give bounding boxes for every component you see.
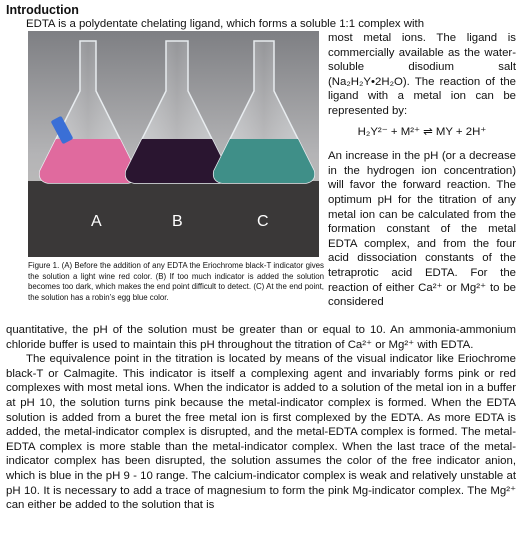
right-column [328,31,516,310]
para-before-equation: most metal ions. The ligand is commercially available as the water-soluble disodium salt (Na₂H₂Y•2H₂O). The reaction of the ligand with a metal ion can be represented by: [328,32,516,117]
para-continuation: quantitative, the pH of the solution must be greater than or equal to 10. An ammonia-ammonium chloride buffer is used to maintain this pH throughout the titration of Ca²⁺ or Mg²⁺ with EDTA. [6,324,516,351]
label-c: C [257,213,269,230]
label-b: B [172,213,183,230]
figure [28,31,324,303]
lower-body [6,323,516,513]
intro-first-line: EDTA is a polydentate chelating ligand, which forms a soluble 1:1 complex with [26,18,425,30]
para-equivalence-point: The equivalence point in the titration is located by means of the visual indicator like Eriochrome black-T or Calmagite. This indicator is itself a complexing agent and invariably forms pink or red complexes with most metal ions. When the indicator is added to a solution of the metal ion in a buffer at pH 10, the solution turns pink because the metal-indicator complex is formed. When the EDTA solution is added from a buret the free metal ion is first complexed by the EDTA. As more EDTA is added, the metal-indicator complex is disrupted, and the metal-EDTA complex is formed. The metal-EDTA complex is more stable than the metal-indicator complex. When the last trace of the metal-indicator complex has been disrupted, the solution assumes the color of the free indicator anion, which is blue in the pH 9 - 10 range. The calcium-indicator complex is weak and relatively unstable at pH 10. It is necessary to add a trace of magnesium to form the pink Mg-indicator complex. The Mg²⁺ can either be added to the solution that is [6,353,516,512]
para-after-equation: An increase in the pH (or a decrease in the hydrogen ion concentration) will favor the forward reaction. The optimum pH for the titration of any metal ion can be calculated from the formation constant of the metal EDTA complex, and from the four acid dissociation constants of the tetraprotic acid EDTA. For the reaction of either Ca²⁺ or Mg²⁺ to be considered [328,150,516,309]
flasks-photo [28,31,319,257]
reaction-equation: H₂Y²⁻ + M²⁺ ⇌ MY + 2H⁺ [357,125,487,138]
label-a: A [91,213,102,230]
section-heading: Introduction [6,3,79,17]
figure-caption: Figure 1. (A) Before the addition of any EDTA the Eriochrome black-T indicator gives the solution a light wine red color. (B) If too much indicator is added the solution becomes too dark, which makes the end point difficult to detect. (C) At the end point, the solution has a robin’s egg blue color. [28,261,324,302]
